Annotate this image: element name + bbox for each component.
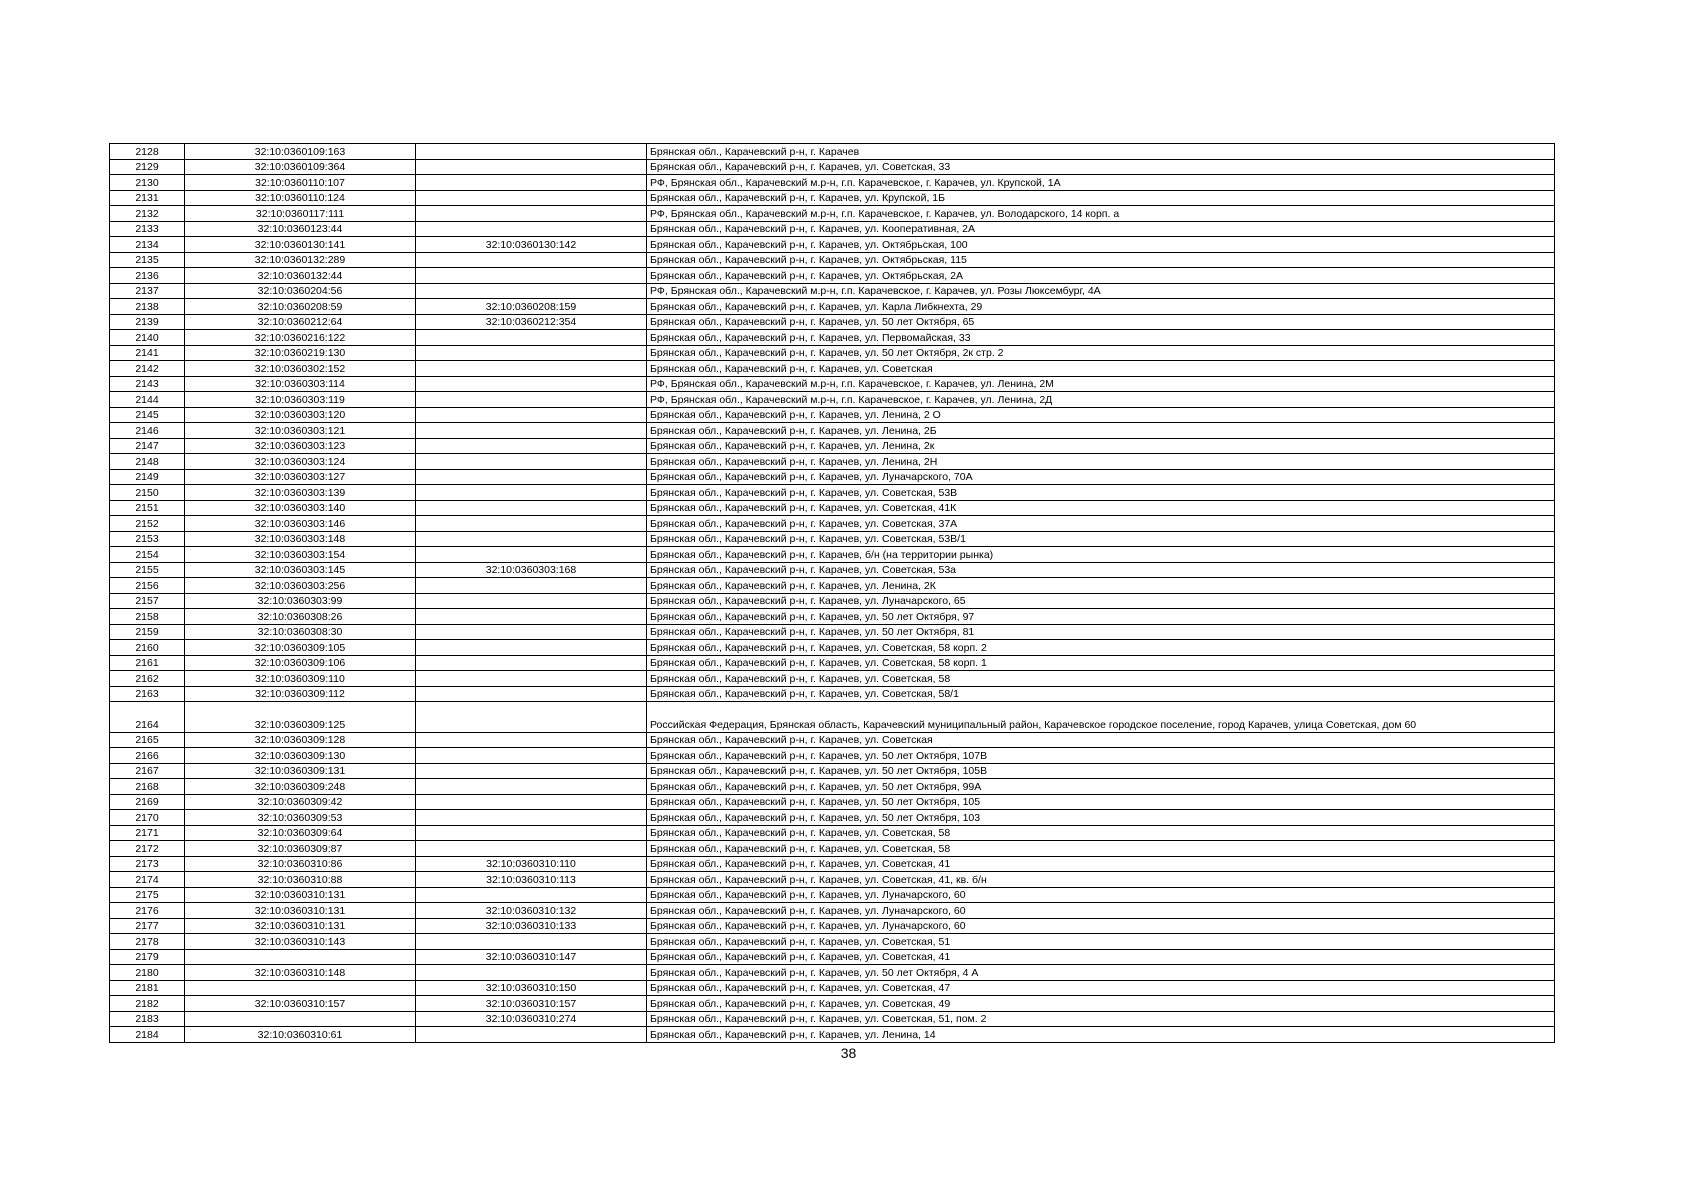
table-row: [110, 175, 1555, 191]
cadastral-number-cell: 32:10:0360309:110: [185, 671, 416, 687]
cadastral-number-cell: 32:10:0360303:145: [185, 562, 416, 578]
cadastral-number-cell: 32:10:0360309:106: [185, 655, 416, 671]
table-row: [110, 1027, 1555, 1043]
table-body: [110, 144, 1555, 1043]
row-number-cell: 2178: [110, 934, 185, 950]
row-number-cell: 2144: [110, 392, 185, 408]
cadastral-number-cell: 32:10:0360303:124: [185, 454, 416, 470]
row-number-cell: 2149: [110, 469, 185, 485]
cadastral-number-cell: 32:10:0360303:99: [185, 593, 416, 609]
table-row: [110, 237, 1555, 253]
address-cell: Брянская обл., Карачевский р-н, г. Карачев, ул. Луначарского, 60: [647, 903, 1555, 919]
table-row: [110, 562, 1555, 578]
address-cell: РФ, Брянская обл., Карачевский м.р-н, г.п. Карачевское, г. Карачев, ул. Ленина, 2Д: [647, 392, 1555, 408]
row-number-cell: 2169: [110, 794, 185, 810]
address-cell: Брянская обл., Карачевский р-н, г. Карачев, ул. 50 лет Октября, 81: [647, 624, 1555, 640]
table-row: [110, 779, 1555, 795]
cadastral-number-cell: 32:10:0360132:289: [185, 252, 416, 268]
address-cell: Брянская обл., Карачевский р-н, г. Карачев, ул. 50 лет Октября, 105: [647, 794, 1555, 810]
related-cadastral-number-cell: 32:10:0360310:157: [416, 996, 647, 1012]
row-number-cell: 2153: [110, 531, 185, 547]
related-cadastral-number-cell: [416, 841, 647, 857]
cadastral-number-cell: 32:10:0360109:163: [185, 144, 416, 160]
row-number-cell: 2173: [110, 856, 185, 872]
row-number-cell: 2134: [110, 237, 185, 253]
row-number-cell: 2148: [110, 454, 185, 470]
row-number-cell: 2132: [110, 206, 185, 222]
address-cell: Брянская обл., Карачевский р-н, г. Карачев, ул. Советская, 41: [647, 949, 1555, 965]
related-cadastral-number-cell: [416, 609, 647, 625]
cadastral-number-cell: [185, 980, 416, 996]
related-cadastral-number-cell: [416, 516, 647, 532]
table-row: [110, 314, 1555, 330]
address-cell: Брянская обл., Карачевский р-н, г. Карачев, ул. Октябрьская, 2А: [647, 268, 1555, 284]
row-number-cell: 2139: [110, 314, 185, 330]
table-row: [110, 221, 1555, 237]
table-row: [110, 825, 1555, 841]
related-cadastral-number-cell: [416, 825, 647, 841]
cadastral-number-cell: 32:10:0360303:114: [185, 376, 416, 392]
related-cadastral-number-cell: [416, 686, 647, 702]
related-cadastral-number-cell: [416, 469, 647, 485]
row-number-cell: 2176: [110, 903, 185, 919]
address-cell: Брянская обл., Карачевский р-н, г. Карачев, ул. Ленина, 2Н: [647, 454, 1555, 470]
row-number-cell: 2180: [110, 965, 185, 981]
related-cadastral-number-cell: [416, 283, 647, 299]
address-cell: РФ, Брянская обл., Карачевский м.р-н, г.п. Карачевское, г. Карачев, ул. Ленина, 2М: [647, 376, 1555, 392]
row-number-cell: 2146: [110, 423, 185, 439]
row-number-cell: 2160: [110, 640, 185, 656]
address-cell: Брянская обл., Карачевский р-н, г. Карачев, ул. 50 лет Октября, 99А: [647, 779, 1555, 795]
address-cell: Брянская обл., Карачевский р-н, г. Карачев, ул. 50 лет Октября, 4 А: [647, 965, 1555, 981]
row-number-cell: 2175: [110, 887, 185, 903]
related-cadastral-number-cell: [416, 578, 647, 594]
table-row: [110, 732, 1555, 748]
address-cell: Российская Федерация, Брянская область, Карачевский муниципальный район, Карачевское городское поселение, город Карачев, улица Советская, дом 60: [647, 702, 1555, 733]
row-number-cell: 2141: [110, 345, 185, 361]
row-number-cell: 2137: [110, 283, 185, 299]
related-cadastral-number-cell: [416, 965, 647, 981]
related-cadastral-number-cell: [416, 392, 647, 408]
cadastral-number-cell: 32:10:0360309:131: [185, 763, 416, 779]
cadastral-number-cell: 32:10:0360309:87: [185, 841, 416, 857]
table-row: [110, 485, 1555, 501]
cadastral-number-cell: 32:10:0360303:154: [185, 547, 416, 563]
related-cadastral-number-cell: [416, 593, 647, 609]
table-row: [110, 361, 1555, 377]
related-cadastral-number-cell: [416, 763, 647, 779]
row-number-cell: 2174: [110, 872, 185, 888]
row-number-cell: 2162: [110, 671, 185, 687]
table-row: [110, 423, 1555, 439]
table-row: [110, 299, 1555, 315]
cadastral-number-cell: 32:10:0360303:140: [185, 500, 416, 516]
cadastral-number-cell: 32:10:0360310:148: [185, 965, 416, 981]
row-number-cell: 2128: [110, 144, 185, 160]
cadastral-number-cell: 32:10:0360216:122: [185, 330, 416, 346]
table-row: [110, 531, 1555, 547]
address-cell: Брянская обл., Карачевский р-н, г. Карачев, ул. Советская, 58 корп. 2: [647, 640, 1555, 656]
cadastral-number-cell: 32:10:0360309:130: [185, 748, 416, 764]
cadastral-number-cell: 32:10:0360309:105: [185, 640, 416, 656]
table-row: [110, 392, 1555, 408]
address-cell: Брянская обл., Карачевский р-н, г. Карачев, ул. Ленина, 2 О: [647, 407, 1555, 423]
row-number-cell: 2172: [110, 841, 185, 857]
related-cadastral-number-cell: [416, 485, 647, 501]
address-cell: Брянская обл., Карачевский р-н, г. Карачев, ул. 50 лет Октября, 97: [647, 609, 1555, 625]
cadastral-number-cell: 32:10:0360303:119: [185, 392, 416, 408]
address-cell: Брянская обл., Карачевский р-н, г. Карачев, ул. Октябрьская, 100: [647, 237, 1555, 253]
table-row: [110, 206, 1555, 222]
related-cadastral-number-cell: 32:10:0360130:142: [416, 237, 647, 253]
related-cadastral-number-cell: [416, 531, 647, 547]
cadastral-number-cell: 32:10:0360303:256: [185, 578, 416, 594]
related-cadastral-number-cell: 32:10:0360310:110: [416, 856, 647, 872]
table-row: [110, 934, 1555, 950]
related-cadastral-number-cell: [416, 640, 647, 656]
cadastral-number-cell: 32:10:0360309:125: [185, 702, 416, 733]
address-cell: РФ, Брянская обл., Карачевский м.р-н, г.п. Карачевское, г. Карачев, ул. Розы Люксембург, 4А: [647, 283, 1555, 299]
table-row: [110, 252, 1555, 268]
page-number: 38: [840, 1045, 857, 1061]
cadastral-number-cell: 32:10:0360303:123: [185, 438, 416, 454]
table-row: [110, 190, 1555, 206]
address-cell: РФ, Брянская обл., Карачевский м.р-н, г.п. Карачевское, г. Карачев, ул. Крупской, 1А: [647, 175, 1555, 191]
related-cadastral-number-cell: 32:10:0360310:274: [416, 1011, 647, 1027]
address-cell: Брянская обл., Карачевский р-н, г. Карачев, ул. Советская, 53В/1: [647, 531, 1555, 547]
related-cadastral-number-cell: [416, 221, 647, 237]
related-cadastral-number-cell: [416, 361, 647, 377]
row-number-cell: 2136: [110, 268, 185, 284]
address-cell: Брянская обл., Карачевский р-н, г. Карачев, ул. 50 лет Октября, 65: [647, 314, 1555, 330]
row-number-cell: 2130: [110, 175, 185, 191]
related-cadastral-number-cell: [416, 500, 647, 516]
address-cell: Брянская обл., Карачевский р-н, г. Карачев, ул. Советская, 47: [647, 980, 1555, 996]
row-number-cell: 2179: [110, 949, 185, 965]
row-number-cell: 2150: [110, 485, 185, 501]
related-cadastral-number-cell: 32:10:0360310:150: [416, 980, 647, 996]
table-row: [110, 856, 1555, 872]
cadastral-number-cell: 32:10:0360310:131: [185, 903, 416, 919]
table-row: [110, 1011, 1555, 1027]
table-row: [110, 469, 1555, 485]
table-row: [110, 671, 1555, 687]
related-cadastral-number-cell: [416, 144, 647, 160]
row-number-cell: 2133: [110, 221, 185, 237]
cadastral-number-cell: 32:10:0360310:143: [185, 934, 416, 950]
table-row: [110, 609, 1555, 625]
related-cadastral-number-cell: [416, 268, 647, 284]
cadastral-number-cell: 32:10:0360309:128: [185, 732, 416, 748]
address-cell: Брянская обл., Карачевский р-н, г. Карачев, ул. Советская, 49: [647, 996, 1555, 1012]
related-cadastral-number-cell: [416, 252, 647, 268]
row-number-cell: 2163: [110, 686, 185, 702]
row-number-cell: 2143: [110, 376, 185, 392]
address-cell: РФ, Брянская обл., Карачевский м.р-н, г.п. Карачевское, г. Карачев, ул. Володарского, 14 корп. а: [647, 206, 1555, 222]
address-cell: Брянская обл., Карачевский р-н, г. Карачев, ул. 50 лет Октября, 105В: [647, 763, 1555, 779]
address-cell: Брянская обл., Карачевский р-н, г. Карачев, ул. Советская, 37А: [647, 516, 1555, 532]
cadastral-number-cell: 32:10:0360303:127: [185, 469, 416, 485]
row-number-cell: 2129: [110, 159, 185, 175]
table-row: [110, 980, 1555, 996]
address-cell: Брянская обл., Карачевский р-н, г. Карачев, ул. Луначарского, 60: [647, 887, 1555, 903]
address-cell: Брянская обл., Карачевский р-н, г. Карачев, ул. Советская, 41К: [647, 500, 1555, 516]
address-cell: Брянская обл., Карачевский р-н, г. Карачев, ул. Ленина, 2Б: [647, 423, 1555, 439]
table-row: [110, 407, 1555, 423]
cadastral-number-cell: 32:10:0360310:131: [185, 918, 416, 934]
related-cadastral-number-cell: [416, 206, 647, 222]
related-cadastral-number-cell: [416, 732, 647, 748]
related-cadastral-number-cell: 32:10:0360212:354: [416, 314, 647, 330]
cadastral-number-cell: 32:10:0360117:111: [185, 206, 416, 222]
address-cell: Брянская обл., Карачевский р-н, г. Карачев, ул. 50 лет Октября, 103: [647, 810, 1555, 826]
row-number-cell: 2147: [110, 438, 185, 454]
related-cadastral-number-cell: 32:10:0360310:147: [416, 949, 647, 965]
address-cell: Брянская обл., Карачевский р-н, г. Карачев, ул. Советская, 53В: [647, 485, 1555, 501]
related-cadastral-number-cell: 32:10:0360310:132: [416, 903, 647, 919]
related-cadastral-number-cell: [416, 547, 647, 563]
address-cell: Брянская обл., Карачевский р-н, г. Карачев, ул. Советская: [647, 732, 1555, 748]
row-number-cell: 2170: [110, 810, 185, 826]
row-number-cell: 2159: [110, 624, 185, 640]
address-cell: Брянская обл., Карачевский р-н, г. Карачев, ул. Луначарского, 65: [647, 593, 1555, 609]
related-cadastral-number-cell: [416, 1027, 647, 1043]
row-number-cell: 2165: [110, 732, 185, 748]
row-number-cell: 2164: [110, 702, 185, 733]
table-row: [110, 547, 1555, 563]
address-cell: Брянская обл., Карачевский р-н, г. Карачев, ул. Советская: [647, 361, 1555, 377]
cadastral-number-cell: 32:10:0360310:131: [185, 887, 416, 903]
related-cadastral-number-cell: [416, 655, 647, 671]
address-cell: Брянская обл., Карачевский р-н, г. Карачев, ул. Советская, 41: [647, 856, 1555, 872]
related-cadastral-number-cell: 32:10:0360310:113: [416, 872, 647, 888]
related-cadastral-number-cell: [416, 175, 647, 191]
table-row: [110, 144, 1555, 160]
table-row: [110, 655, 1555, 671]
related-cadastral-number-cell: [416, 702, 647, 733]
related-cadastral-number-cell: 32:10:0360310:133: [416, 918, 647, 934]
table-row: [110, 345, 1555, 361]
row-number-cell: 2145: [110, 407, 185, 423]
cadastral-number-cell: 32:10:0360303:121: [185, 423, 416, 439]
row-number-cell: 2171: [110, 825, 185, 841]
cadastral-number-cell: [185, 949, 416, 965]
cadastral-number-cell: 32:10:0360309:112: [185, 686, 416, 702]
address-cell: Брянская обл., Карачевский р-н, г. Карачев, ул. Советская, 53а: [647, 562, 1555, 578]
address-cell: Брянская обл., Карачевский р-н, г. Карачев, ул. 50 лет Октября, 2к стр. 2: [647, 345, 1555, 361]
row-number-cell: 2182: [110, 996, 185, 1012]
table-row: [110, 965, 1555, 981]
row-number-cell: 2155: [110, 562, 185, 578]
table-row: [110, 330, 1555, 346]
cadastral-number-cell: [185, 1011, 416, 1027]
cadastral-number-cell: 32:10:0360303:139: [185, 485, 416, 501]
row-number-cell: 2157: [110, 593, 185, 609]
row-number-cell: 2138: [110, 299, 185, 315]
row-number-cell: 2156: [110, 578, 185, 594]
address-cell: Брянская обл., Карачевский р-н, г. Карачев, ул. Советская, 58/1: [647, 686, 1555, 702]
address-cell: Брянская обл., Карачевский р-н, г. Карачев, ул. Советская, 33: [647, 159, 1555, 175]
row-number-cell: 2184: [110, 1027, 185, 1043]
related-cadastral-number-cell: 32:10:0360208:159: [416, 299, 647, 315]
related-cadastral-number-cell: [416, 423, 647, 439]
row-number-cell: 2151: [110, 500, 185, 516]
cadastral-number-cell: 32:10:0360309:53: [185, 810, 416, 826]
row-number-cell: 2167: [110, 763, 185, 779]
related-cadastral-number-cell: [416, 454, 647, 470]
cadastral-number-cell: 32:10:0360130:141: [185, 237, 416, 253]
table-row: [110, 640, 1555, 656]
table-row: [110, 903, 1555, 919]
address-cell: Брянская обл., Карачевский р-н, г. Карачев, ул. Советская, 58 корп. 1: [647, 655, 1555, 671]
row-number-cell: 2177: [110, 918, 185, 934]
address-cell: Брянская обл., Карачевский р-н, г. Карачев, ул. Советская, 41, кв. б/н: [647, 872, 1555, 888]
address-cell: Брянская обл., Карачевский р-н, г. Карачев, ул. Карла Либкнехта, 29: [647, 299, 1555, 315]
cadastral-number-cell: 32:10:0360204:56: [185, 283, 416, 299]
cadastral-number-cell: 32:10:0360123:44: [185, 221, 416, 237]
table-row: [110, 438, 1555, 454]
row-number-cell: 2135: [110, 252, 185, 268]
row-number-cell: 2142: [110, 361, 185, 377]
cadastral-number-cell: 32:10:0360302:152: [185, 361, 416, 377]
row-number-cell: 2183: [110, 1011, 185, 1027]
related-cadastral-number-cell: [416, 407, 647, 423]
related-cadastral-number-cell: 32:10:0360303:168: [416, 562, 647, 578]
address-cell: Брянская обл., Карачевский р-н, г. Карачев, ул. Луначарского, 70А: [647, 469, 1555, 485]
table-row: [110, 268, 1555, 284]
address-cell: Брянская обл., Карачевский р-н, г. Карачев, ул. 50 лет Октября, 107В: [647, 748, 1555, 764]
address-cell: Брянская обл., Карачевский р-н, г. Карачев, ул. Советская, 51, пом. 2: [647, 1011, 1555, 1027]
related-cadastral-number-cell: [416, 345, 647, 361]
table-row: [110, 516, 1555, 532]
table-row: [110, 500, 1555, 516]
cadastral-number-cell: 32:10:0360309:42: [185, 794, 416, 810]
table-row: [110, 283, 1555, 299]
cadastral-number-cell: 32:10:0360309:248: [185, 779, 416, 795]
cadastral-number-cell: 32:10:0360132:44: [185, 268, 416, 284]
cadastral-number-cell: 32:10:0360110:124: [185, 190, 416, 206]
address-cell: Брянская обл., Карачевский р-н, г. Карачев: [647, 144, 1555, 160]
address-cell: Брянская обл., Карачевский р-н, г. Карачев, ул. Первомайская, 33: [647, 330, 1555, 346]
cadastral-number-cell: 32:10:0360310:157: [185, 996, 416, 1012]
row-number-cell: 2131: [110, 190, 185, 206]
row-number-cell: 2152: [110, 516, 185, 532]
table-row: [110, 593, 1555, 609]
cadastral-number-cell: 32:10:0360212:64: [185, 314, 416, 330]
related-cadastral-number-cell: [416, 794, 647, 810]
cadastral-number-cell: 32:10:0360219:130: [185, 345, 416, 361]
address-cell: Брянская обл., Карачевский р-н, г. Карачев, ул. Кооперативная, 2А: [647, 221, 1555, 237]
address-cell: Брянская обл., Карачевский р-н, г. Карачев, ул. Ленина, 2к: [647, 438, 1555, 454]
row-number-cell: 2168: [110, 779, 185, 795]
table-row: [110, 810, 1555, 826]
address-cell: Брянская обл., Карачевский р-н, г. Карачев, ул. Луначарского, 60: [647, 918, 1555, 934]
row-number-cell: 2161: [110, 655, 185, 671]
table-row: [110, 949, 1555, 965]
table-row: [110, 872, 1555, 888]
cadastral-number-cell: 32:10:0360109:364: [185, 159, 416, 175]
related-cadastral-number-cell: [416, 887, 647, 903]
related-cadastral-number-cell: [416, 376, 647, 392]
table-row: [110, 454, 1555, 470]
address-cell: Брянская обл., Карачевский р-н, г. Карачев, ул. Советская, 51: [647, 934, 1555, 950]
table-row: [110, 686, 1555, 702]
related-cadastral-number-cell: [416, 779, 647, 795]
related-cadastral-number-cell: [416, 810, 647, 826]
address-cell: Брянская обл., Карачевский р-н, г. Карачев, б/н (на территории рынка): [647, 547, 1555, 563]
related-cadastral-number-cell: [416, 190, 647, 206]
table-row: [110, 887, 1555, 903]
address-cell: Брянская обл., Карачевский р-н, г. Карачев, ул. Советская, 58: [647, 841, 1555, 857]
related-cadastral-number-cell: [416, 671, 647, 687]
related-cadastral-number-cell: [416, 159, 647, 175]
table-row: [110, 841, 1555, 857]
cadastral-number-cell: 32:10:0360310:61: [185, 1027, 416, 1043]
related-cadastral-number-cell: [416, 748, 647, 764]
cadastral-number-cell: 32:10:0360303:148: [185, 531, 416, 547]
cadastral-number-cell: 32:10:0360110:107: [185, 175, 416, 191]
address-cell: Брянская обл., Карачевский р-н, г. Карачев, ул. Крупской, 1Б: [647, 190, 1555, 206]
cadastral-number-cell: 32:10:0360308:30: [185, 624, 416, 640]
table-row: [110, 159, 1555, 175]
address-cell: Брянская обл., Карачевский р-н, г. Карачев, ул. Октябрьская, 115: [647, 252, 1555, 268]
cadastral-number-cell: 32:10:0360303:146: [185, 516, 416, 532]
address-cell: Брянская обл., Карачевский р-н, г. Карачев, ул. Советская, 58: [647, 671, 1555, 687]
cadastral-number-cell: 32:10:0360310:88: [185, 872, 416, 888]
related-cadastral-number-cell: [416, 624, 647, 640]
table-row: [110, 794, 1555, 810]
table-row: [110, 578, 1555, 594]
table-row: [110, 748, 1555, 764]
related-cadastral-number-cell: [416, 934, 647, 950]
table-row: [110, 763, 1555, 779]
address-cell: Брянская обл., Карачевский р-н, г. Карачев, ул. Ленина, 2К: [647, 578, 1555, 594]
related-cadastral-number-cell: [416, 330, 647, 346]
cadastral-number-cell: 32:10:0360303:120: [185, 407, 416, 423]
land-plots-table: [109, 143, 1555, 1043]
cadastral-number-cell: 32:10:0360208:59: [185, 299, 416, 315]
cadastral-number-cell: 32:10:0360308:26: [185, 609, 416, 625]
address-cell: Брянская обл., Карачевский р-н, г. Карачев, ул. Советская, 58: [647, 825, 1555, 841]
cadastral-number-cell: 32:10:0360310:86: [185, 856, 416, 872]
related-cadastral-number-cell: [416, 438, 647, 454]
cadastral-number-cell: 32:10:0360309:64: [185, 825, 416, 841]
table-row: [110, 624, 1555, 640]
row-number-cell: 2181: [110, 980, 185, 996]
row-number-cell: 2154: [110, 547, 185, 563]
row-number-cell: 2140: [110, 330, 185, 346]
table-row: [110, 376, 1555, 392]
row-number-cell: 2166: [110, 748, 185, 764]
row-number-cell: 2158: [110, 609, 185, 625]
address-cell: Брянская обл., Карачевский р-н, г. Карачев, ул. Ленина, 14: [647, 1027, 1555, 1043]
table-row: [110, 996, 1555, 1012]
table-row: [110, 702, 1555, 733]
table-row: [110, 918, 1555, 934]
